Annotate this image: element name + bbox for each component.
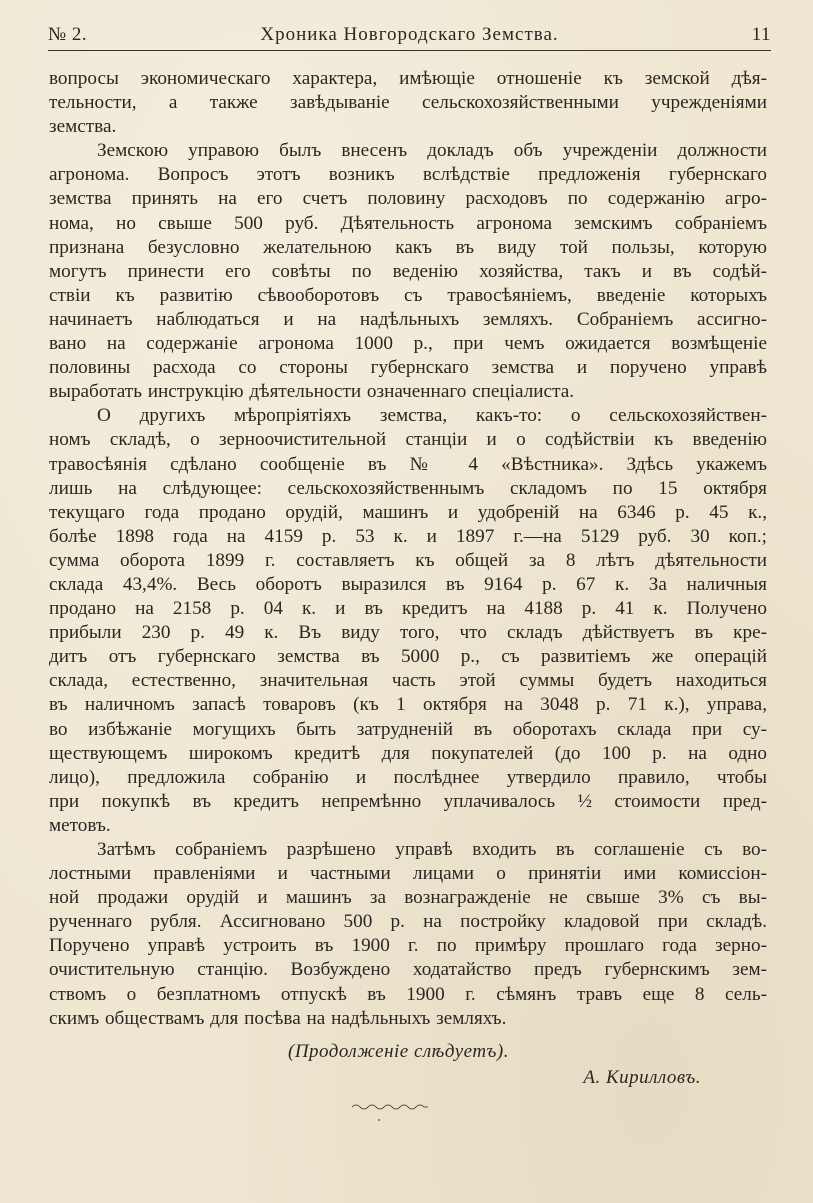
text-line: признана безусловно желательною какъ въ виду той пользы, которую <box>49 236 767 258</box>
text-line: болѣе 1898 года на 4159 р. 53 к. и 1897 г.—на 5129 руб. 30 коп.; <box>49 525 767 547</box>
text-line: метовъ. <box>49 814 111 836</box>
text-line: склада, естественно, значительная часть этой суммы будетъ находиться <box>49 670 767 692</box>
ornament-dot <box>378 1119 380 1121</box>
text-line: вопросы экономическаго характера, имѣющіе отношеніе къ земской дѣя- <box>49 68 767 89</box>
text-line: лицо), предложила собранію и послѣднее утвердило правило, чтобы <box>49 766 767 788</box>
text-line: вано на содержаніе агронома 1000 р., при чемъ ожидается возмѣщеніе <box>49 333 767 355</box>
text-line: дитъ отъ губернскаго земства въ 5000 р., съ развитіемъ же операцій <box>49 646 767 668</box>
text-line: О другихъ мѣропріятіяхъ земства, какъ-то: о сельскохозяйствен- <box>97 405 767 427</box>
text-line: ществующемъ широкомъ кредитѣ для покупателей (до 100 р. на одно <box>49 742 767 764</box>
text-line: Земскою управою былъ внесенъ докладъ объ учрежденіи должности <box>97 140 767 162</box>
continuation-note: (Продолженіе слѣдуетъ). <box>288 1041 509 1062</box>
text-line: половины расхода со стороны губернскаго земства и поручено управѣ <box>49 357 767 379</box>
text-line: склада 43,4%. Весь оборотъ выразился въ 9164 р. 67 к. За наличныя <box>49 573 767 595</box>
text-line: тельности, а также завѣдываніе сельскохозяйственными учрежденіями <box>49 92 767 114</box>
text-line: продано на 2158 р. 04 к. и въ кредитъ на 4188 р. 41 к. Получено <box>49 598 767 620</box>
text-line: ствомъ о безплатномъ отпускѣ въ 1900 г. сѣмянъ травъ еще 8 сель- <box>49 983 767 1005</box>
text-line: лишь на слѣдующее: сельскохозяйственнымъ складомъ по 15 октября <box>49 477 767 499</box>
text-line: ствіи къ развитію сѣвооборотовъ съ травосѣяніемъ, введеніе которыхъ <box>49 284 767 306</box>
text-line: земства. <box>49 116 117 138</box>
article-body <box>49 67 767 1031</box>
author-signature: А. Кирилловъ. <box>583 1067 701 1088</box>
text-line: при покупкѣ въ кредитъ непремѣнно уплачивалось ½ стоимости пред- <box>49 790 767 812</box>
text-line: скимъ обществамъ для посѣва на надѣльныхъ земляхъ. <box>49 1007 507 1029</box>
text-line: прибыли 230 р. 49 к. Въ виду того, что складъ дѣйствуетъ въ кре- <box>49 622 767 644</box>
text-line: травосѣянія сдѣлано сообщеніе въ № 4 «Вѣстника». Здѣсь укажемъ <box>49 453 767 475</box>
text-line: нома, но свыше 500 руб. Дѣятельность агронома земскимъ собраніемъ <box>49 212 767 234</box>
text-line: Поручено управѣ устроить въ 1900 г. по примѣру прошлаго года зерно- <box>49 935 767 957</box>
text-line: могутъ принести его совѣты по веденію хозяйства, такъ и въ содѣй- <box>49 260 767 282</box>
text-line: ной продажи орудій и машинъ за вознагражденіе не свыше 3% съ вы- <box>49 887 767 909</box>
text-line: начинаетъ наблюдаться и на надѣльныхъ земляхъ. Собраніемъ ассигно- <box>49 308 767 330</box>
text-line: во избѣжаніе могущихъ быть затрудненій въ оборотахъ склада при су- <box>49 718 767 740</box>
page-number: 11 <box>751 24 771 45</box>
text-line: лостными правленіями и частными лицами о принятіи ими комиссіон- <box>49 863 767 885</box>
text-line: выработать инструкцію дѣятельности означеннаго спеціалиста. <box>49 381 575 403</box>
text-line: въ наличномъ запасѣ товаровъ (къ 1 октября на 3048 р. 71 к.), управа, <box>49 694 767 716</box>
text-line: текущаго года продано орудій, машинъ и удобреній на 6346 р. 45 к., <box>49 501 767 523</box>
text-line: Затѣмъ собраніемъ разрѣшено управѣ входить въ соглашеніе съ во- <box>97 839 767 860</box>
text-line: агронома. Вопросъ этотъ возникъ вслѣдствіе предложенія губернскаго <box>49 164 767 186</box>
text-line: сумма оборота 1899 г. составляетъ къ общей за 8 лѣтъ дѣятельности <box>49 549 767 571</box>
text-line: очистительную станцію. Возбуждено ходатайство предъ губернскимъ зем- <box>49 959 767 981</box>
text-line: номъ складѣ, о зерноочистительной станціи и о содѣйствіи къ введенію <box>49 429 767 451</box>
running-header <box>48 22 771 51</box>
text-line: земства принять на его счетъ половину расходовъ по содержанію агро- <box>49 188 767 210</box>
issue-number: № 2. <box>48 24 88 45</box>
text-line: рученнаго рубля. Ассигновано 500 р. на постройку кладовой при складѣ. <box>49 911 767 933</box>
closing-ornament <box>350 1100 430 1114</box>
journal-title: Хроника Новгородскаго Земства. <box>260 24 559 45</box>
